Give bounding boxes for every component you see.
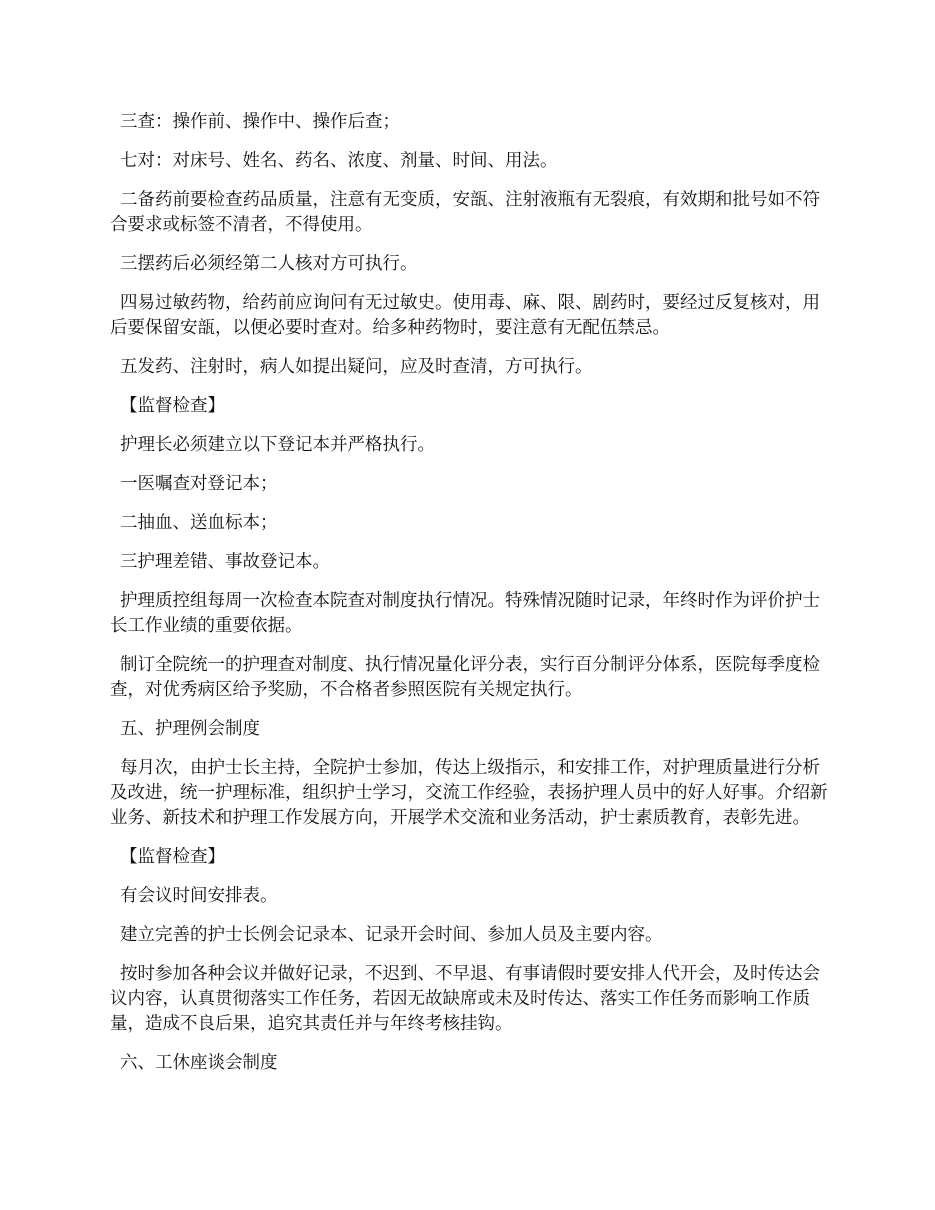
paragraph-registry: 护理长必须建立以下登记本并严格执行。	[120, 435, 435, 455]
section-heading-supervision-2: 【监督检查】	[120, 847, 225, 867]
paragraph-allergy: 四易过敏药物，给药前应询问有无过敏史。使用毒、麻、限、剧药时，要经过反复核对，用后要保留安瓿，以便必要时查对。给多种药物时，要注意有无配伍禁忌。	[110, 293, 820, 338]
paragraph-check-three: 三查：操作前、操作中、操作后查；	[120, 112, 400, 132]
section-heading-forum: 六、工休座谈会制度	[120, 1053, 278, 1073]
paragraph-scoring: 制订全院统一的护理查对制度、执行情况量化评分表，实行百分制评分体系，医院每季度检查，对优秀病区给予奖励，不合格者参照医院有关规定执行。	[110, 655, 820, 700]
paragraph-monthly-meeting: 每月次，由护士长主持，全院护士参加，传达上级指示，和安排工作，对护理质量进行分析及改进，统一护理标准，组织护士学习，交流工作经验，表扬护理人员中的好人好事。介绍新业务、新技术和护理工作发展方向，开展学术交流和业务活动，护士素质教育，表彰先进。	[110, 758, 828, 828]
section-heading-meeting: 五、护理例会制度	[120, 719, 260, 739]
paragraph-second-check: 三摆药后必须经第二人核对方可执行。	[120, 254, 418, 274]
paragraph-minutes: 建立完善的护士长例会记录本、记录开会时间、参加人员及主要内容。	[120, 925, 663, 945]
paragraph-dispense: 五发药、注射时，病人如提出疑问，应及时查清，方可执行。	[120, 357, 593, 377]
document-body	[110, 110, 828, 1090]
list-item-orders: 一医嘱查对登记本；	[120, 474, 278, 494]
paragraph-attendance: 按时参加各种会议并做好记录，不迟到、不早退、有事请假时要安排人代开会，及时传达会议内容，认真贯彻落实工作任务，若因无故缺席或未及时传达、落实工作任务而影响工作质量，造成不良后果，追究其责任并与年终考核挂钩。	[110, 964, 820, 1034]
paragraph-drug-prep: 二备药前要检查药品质量，注意有无变质，安瓿、注射液瓶有无裂痕，有效期和批号如不符合要求或标签不清者，不得使用。	[110, 190, 820, 235]
section-heading-supervision: 【监督检查】	[120, 396, 225, 416]
paragraph-schedule: 有会议时间安排表。	[120, 886, 278, 906]
list-item-blood: 二抽血、送血标本；	[120, 513, 278, 533]
paragraph-weekly-check: 护理质控组每周一次检查本院查对制度执行情况。特殊情况随时记录，年终时作为评价护士长工作业绩的重要依据。	[110, 591, 820, 636]
paragraph-check-seven: 七对：对床号、姓名、药名、浓度、剂量、时间、用法。	[120, 151, 558, 171]
list-item-errors: 三护理差错、事故登记本。	[120, 552, 330, 572]
